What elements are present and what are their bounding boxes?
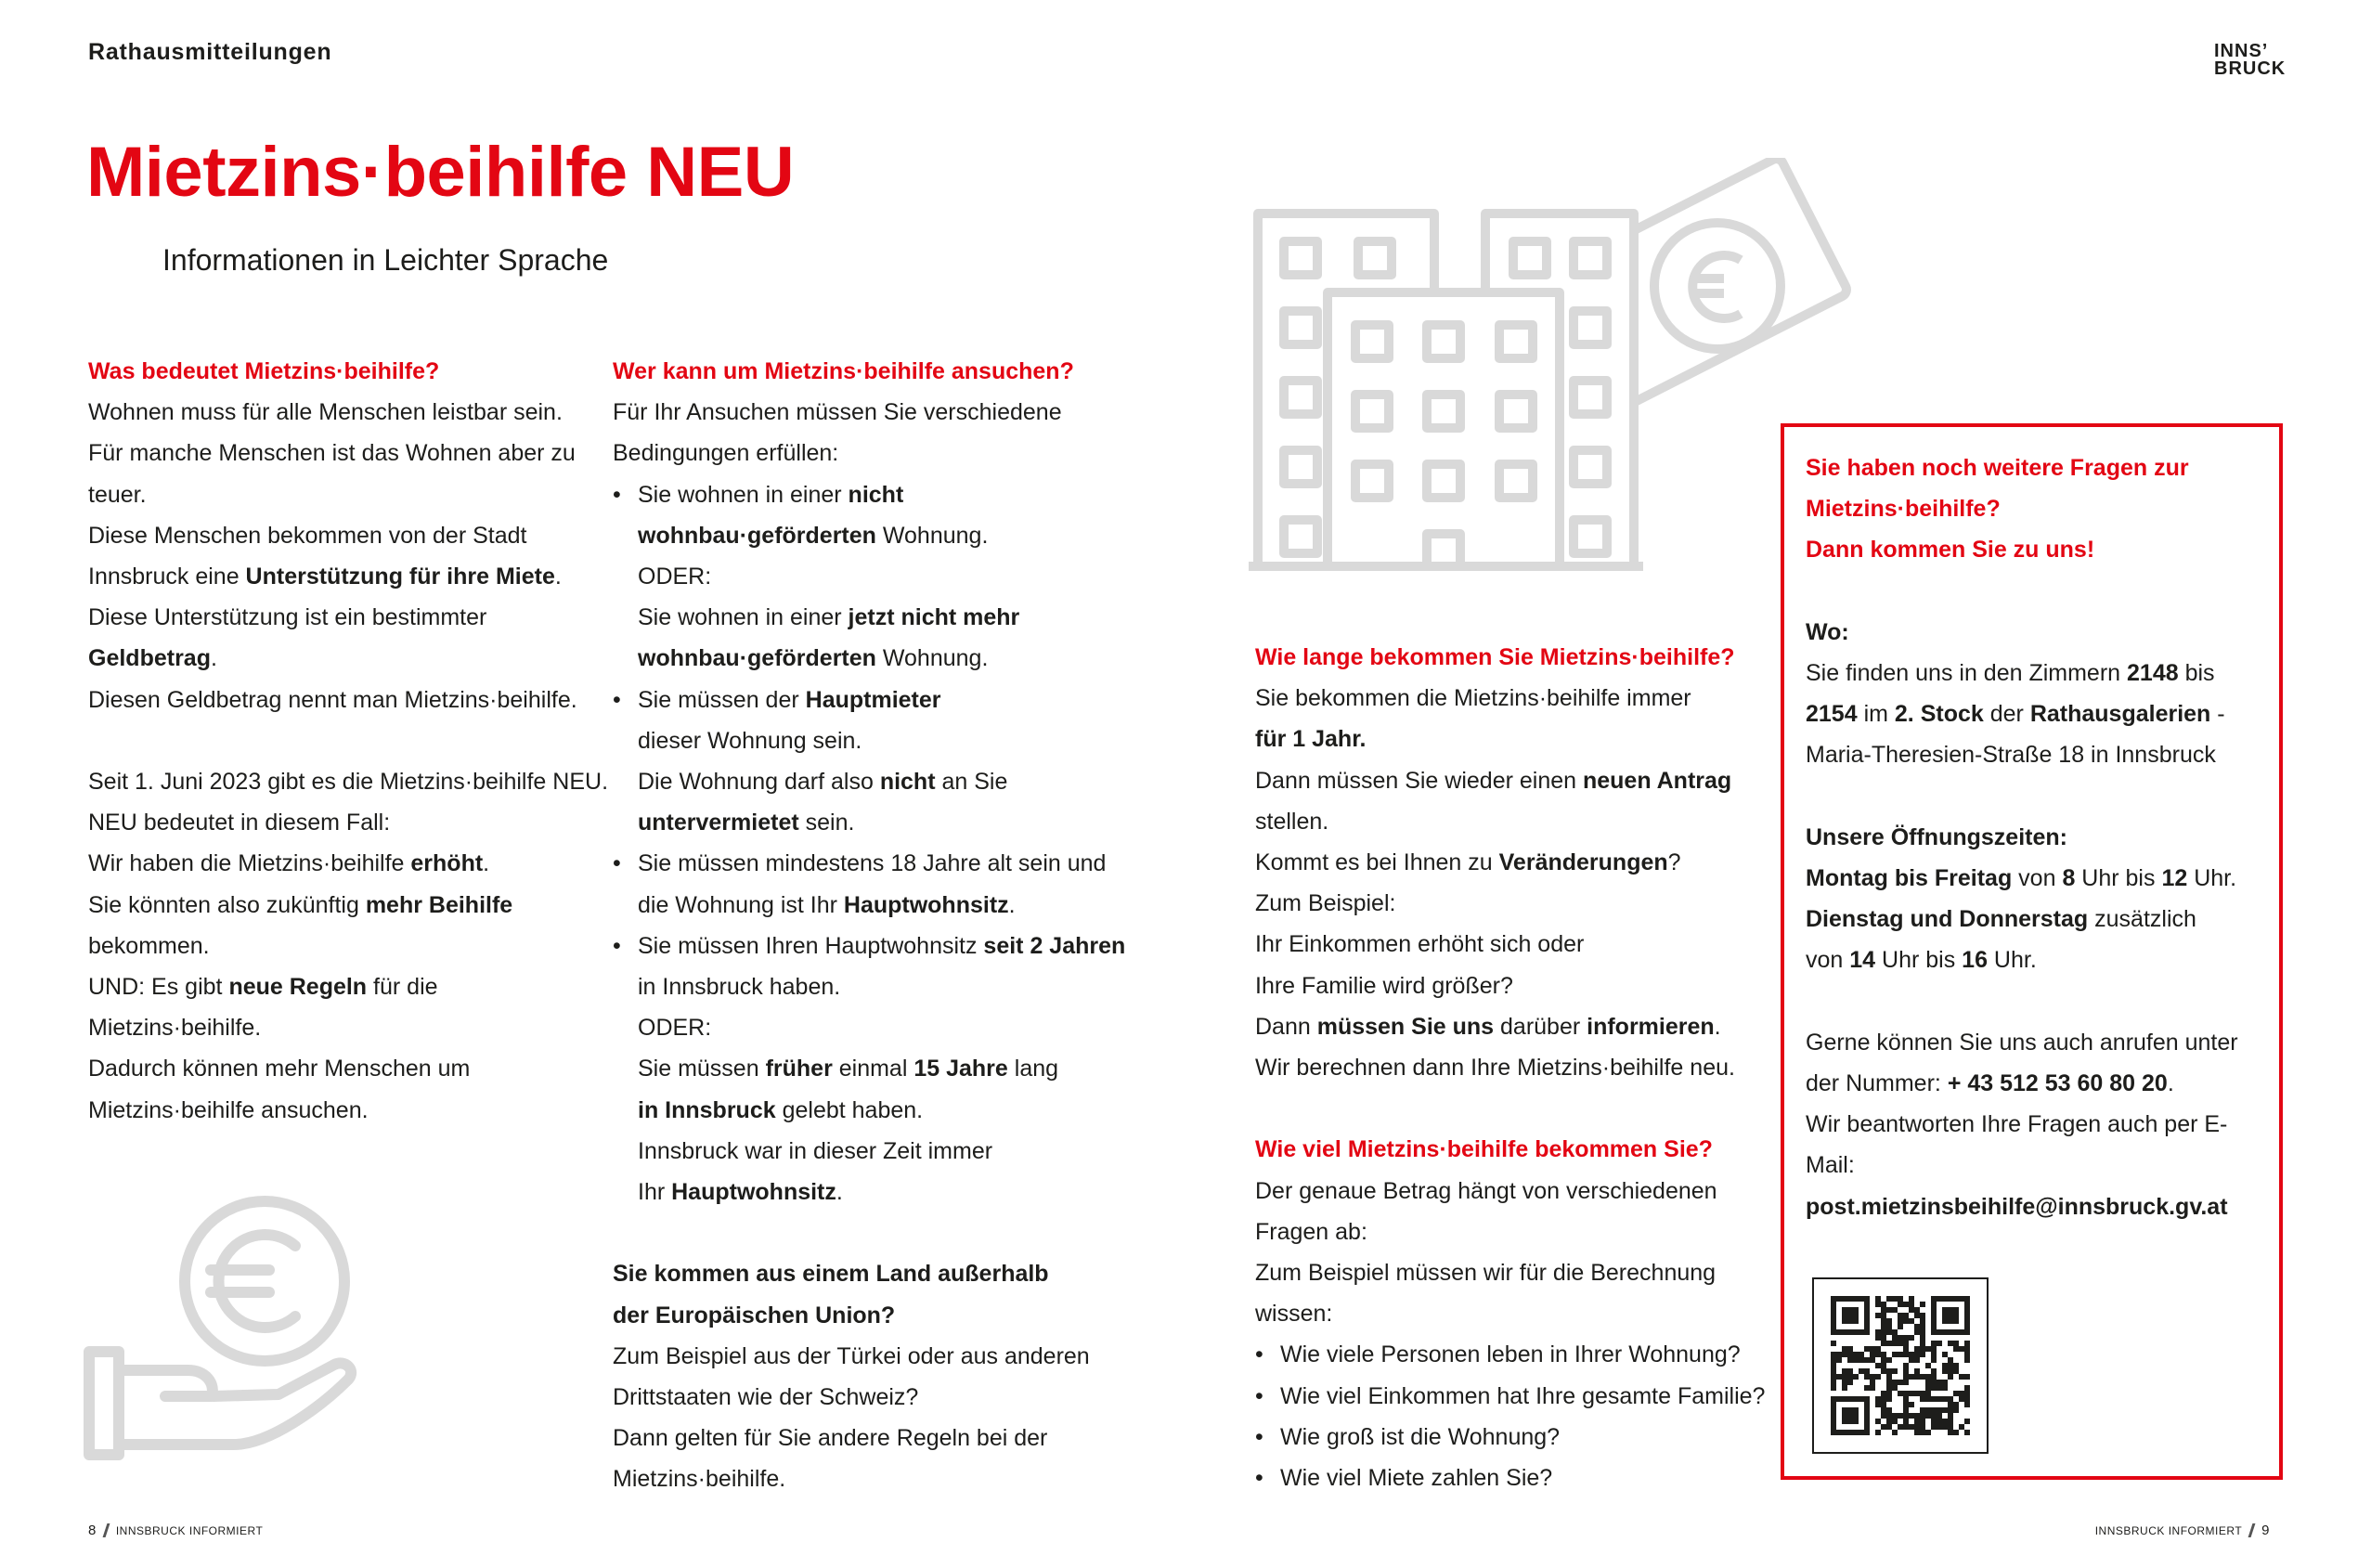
text-line: Wir beantworten Ihre Fragen auch per E-Mail: [1806,1111,2228,1179]
page-title: Mietzins·beihilfe NEU [86,133,795,212]
text-line: Sie bekommen die Mietzins·beihilfe immer [1255,685,1691,712]
contact-heading: Mietzins·beihilfe? [1806,496,2001,523]
text-line: Kommt es bei Ihnen zu Veränderungen? [1255,849,1681,876]
footer-publication: INNSBRUCK INFORMIERT [2094,1523,2243,1537]
subheading-eu: der Europäischen Union? [613,1302,896,1328]
logo-line-1: INNS’ [2214,41,2269,61]
text-line: Für manche Menschen ist das Wohnen aber zu [88,440,576,467]
text-line: Drittstaaten wie der Schweiz? [613,1384,919,1411]
text-line: Dann gelten für Sie andere Regeln bei der [613,1425,1048,1452]
phone-line: der Nummer: + 43 512 53 60 80 20. [1806,1070,2174,1096]
subheading-eu: Sie kommen aus einem Land außerhalb [613,1261,1049,1288]
bullet-item: • Sie müssen der Hauptmieter [613,680,1207,720]
text-line: Für Ihr Ansuchen müssen Sie verschiedene [613,399,1062,426]
email-link[interactable]: post.mietzinsbeihilfe@innsbruck.gv.at [1806,1193,2228,1220]
text-line: teuer. [88,481,147,508]
heading-was-bedeutet: Was bedeutet Mietzins·beihilfe? [88,358,440,384]
page-subtitle: Informationen in Leichter Sprache [162,243,609,277]
column-1 [88,351,608,1131]
text-line: in Innsbruck gelebt haben. [638,1096,924,1123]
contact-heading: Dann kommen Sie zu uns! [1806,537,2095,564]
text-line: wohnbau·geförderten Wohnung. [638,522,989,549]
text-line: Der genaue Betrag hängt von verschiedenen [1255,1177,1717,1204]
text-line: die Wohnung ist Ihr Hauptwohnsitz. [638,891,1016,918]
text-line: wohnbau·geförderten Wohnung. [638,645,989,672]
text-line: wissen: [1255,1301,1333,1328]
bullet-item: • Sie müssen Ihren Hauptwohnsitz seit 2 Jahren [613,926,1207,966]
text-line: UND: Es gibt neue Regeln für die [88,974,438,1001]
hand-euro-icon [84,1188,362,1467]
text-line: Dann müssen Sie wieder einen neuen Antrag [1255,767,1732,794]
text-line: Zum Beispiel müssen wir für die Berechnung [1255,1260,1717,1287]
text-line: Montag bis Freitag von 8 Uhr bis 12 Uhr. [1806,865,2237,891]
text-line: Gerne können Sie uns auch anrufen unter [1806,1029,2238,1056]
address: Maria-Theresien-Straße 18 in Innsbruck [1806,742,2216,769]
heading-wie-viel: Wie viel Mietzins·beihilfe bekommen Sie? [1255,1136,1713,1163]
text-line: Fragen ab: [1255,1218,1367,1245]
text-line: ODER: [638,1015,712,1042]
text-line: Sie wohnen in einer jetzt nicht mehr [638,604,1020,631]
page-number-left: 8 [88,1523,97,1538]
text-line: Wir haben die Mietzins·beihilfe erhöht. [88,850,490,877]
text-line: von 14 Uhr bis 16 Uhr. [1806,947,2037,974]
logo-line-2: BRUCK [2214,58,2287,79]
text-line: Geldbetrag. [88,645,217,672]
text-line: Ihr Einkommen erhöht sich oder [1255,931,1585,958]
phone-number[interactable]: + 43 512 53 60 80 20 [1947,1070,2168,1096]
text-line: bekommen. [88,932,210,959]
text-line: Diese Menschen bekommen von der Stadt [88,522,527,549]
text-line: NEU bedeutet in diesem Fall: [88,810,391,836]
text-line: Dienstag und Donnerstag zusätzlich [1806,906,2196,933]
bullet-item: • Sie müssen mindestens 18 Jahre alt sein und [613,843,1207,884]
heading-wer-kann: Wer kann um Mietzins·beihilfe ansuchen? [613,358,1074,384]
text-line: untervermietet sein. [638,810,855,836]
footer-publication: INNSBRUCK INFORMIERT [115,1523,264,1537]
label-oeffnungszeiten: Unsere Öffnungszeiten: [1806,823,2067,850]
column-2 [613,351,1207,1500]
bullet-item: • Sie wohnen in einer nicht [613,474,1207,515]
contact-heading: Sie haben noch weitere Fragen zur [1806,455,2189,481]
text-line: Dann müssen Sie uns darüber informieren. [1255,1013,1721,1040]
page-number-right: 9 [2261,1523,2270,1538]
text-line: Diese Unterstützung ist ein bestimmter [88,604,487,631]
text-line: Zum Beispiel: [1255,890,1396,917]
text-line: für 1 Jahr. [1255,726,1367,753]
column-3 [1255,637,1784,1498]
text-line: 2154 im 2. Stock der Rathausgalerien - [1806,701,2225,728]
section-label: Rathausmitteilungen [88,39,332,65]
text-line: Diesen Geldbetrag nennt man Mietzins·beihilfe. [88,686,577,713]
label-wo: Wo: [1806,618,1849,645]
text-line: Seit 1. Juni 2023 gibt es die Mietzins·beihilfe NEU. [88,769,609,796]
bullet-item: • Wie viel Miete zahlen Sie? [1255,1458,1784,1498]
footer-left [88,1523,263,1538]
text-line: Mietzins·beihilfe. [613,1466,786,1493]
building-money-icon [1249,158,1871,585]
text-line: Mietzins·beihilfe ansuchen. [88,1096,369,1123]
bullet-item: • Wie viele Personen leben in Ihrer Wohnung? [1255,1334,1784,1375]
text-line: ODER: [638,564,712,590]
footer-divider [2248,1523,2256,1537]
text-line: Zum Beispiel aus der Türkei oder aus anderen [613,1342,1090,1369]
text-line: Bedingungen erfüllen: [613,440,839,467]
text-line: stellen. [1255,808,1329,835]
text-line: Innsbruck war in dieser Zeit immer [638,1137,993,1164]
text-line: Sie finden uns in den Zimmern 2148 bis [1806,660,2215,686]
contact-content [1806,447,2270,1227]
text-line: Ihr Hauptwohnsitz. [638,1179,843,1206]
text-line: Die Wohnung darf also nicht an Sie [638,769,1008,796]
text-line: Sie müssen früher einmal 15 Jahre lang [638,1056,1059,1082]
text-line: Wohnen muss für alle Menschen leistbar sein. [88,399,563,426]
text-line: Ihre Familie wird größer? [1255,972,1513,999]
bullet-item: • Wie viel Einkommen hat Ihre gesamte Familie? [1255,1376,1784,1417]
footer-right [2095,1523,2270,1538]
text-line: dieser Wohnung sein. [638,727,862,754]
qr-code-icon [1814,1279,1987,1452]
text-line: Mietzins·beihilfe. [88,1015,262,1042]
text-line: Sie könnten also zukünftig mehr Beihilfe [88,891,513,918]
heading-wie-lange: Wie lange bekommen Sie Mietzins·beihilfe? [1255,644,1735,670]
qr-code[interactable] [1812,1277,1989,1454]
text-line: Innsbruck eine Unterstützung für ihre Miete. [88,564,562,590]
bullet-item: • Wie groß ist die Wohnung? [1255,1417,1784,1458]
text-line: Wir berechnen dann Ihre Mietzins·beihilfe neu. [1255,1055,1735,1082]
innsbruck-logo [2214,43,2286,78]
footer-divider [102,1523,110,1537]
text-line: in Innsbruck haben. [638,974,841,1001]
text-line: Dadurch können mehr Menschen um [88,1056,471,1082]
